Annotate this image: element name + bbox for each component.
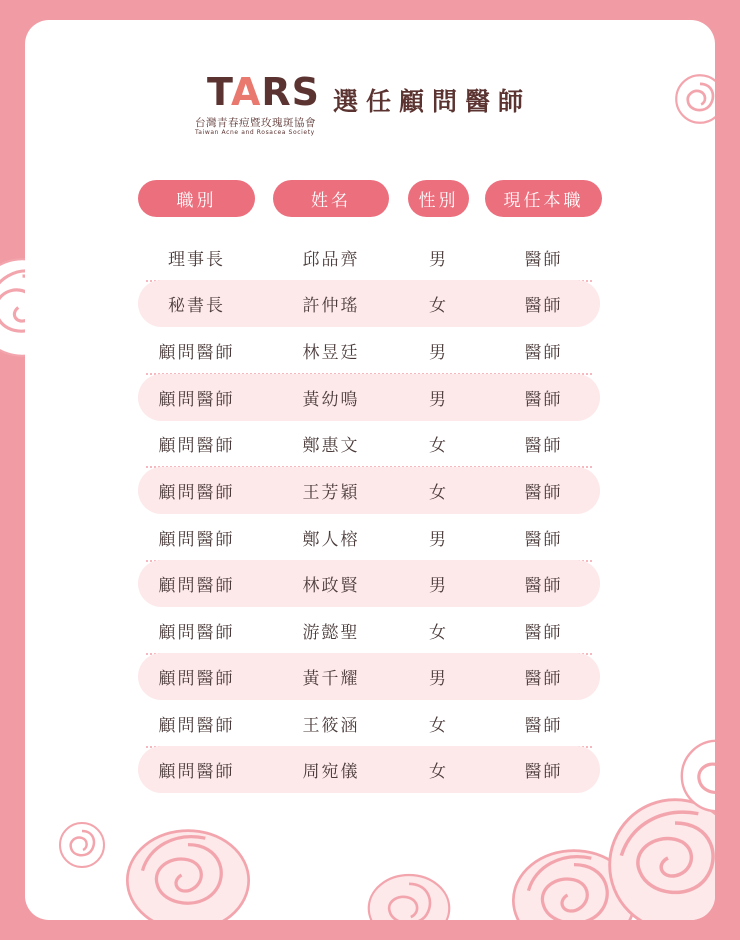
table-row [138,514,600,561]
cell-name: 王芳穎 [302,483,360,503]
table-row [138,560,600,607]
table-row [138,420,600,467]
cell-position: 秘書長 [168,296,225,316]
cell-occupation: 醫師 [524,250,563,270]
logo-chinese-name: 台灣青春痘暨玫瑰斑協會 [195,117,316,129]
cell-occupation: 醫師 [524,623,563,643]
cell-occupation: 醫師 [524,762,563,782]
table-row [138,327,600,374]
logo-mark: TARS [207,70,321,114]
cell-occupation: 醫師 [524,669,563,689]
table-row [138,607,600,654]
cell-name: 黃幼鳴 [302,390,360,410]
cell-position: 理事長 [168,250,225,270]
cell-position: 顧問醫師 [158,436,235,456]
cell-gender: 女 [429,483,448,503]
table-row [138,700,600,747]
cell-gender: 男 [429,669,448,689]
table-row [138,467,600,514]
cell-name: 游懿聖 [302,623,360,643]
cell-name: 周宛儀 [302,762,360,782]
cell-occupation: 醫師 [524,716,563,736]
cell-name: 林政賢 [302,576,360,596]
rose-decoration-top-right [673,72,715,126]
cell-occupation: 醫師 [524,483,563,503]
cell-occupation: 醫師 [524,576,563,596]
cell-name: 許仲瑤 [302,296,360,316]
page-title: 選任顧問醫師 [333,87,532,116]
cell-occupation: 醫師 [524,390,563,410]
cell-gender: 女 [429,436,448,456]
cell-position: 顧問醫師 [158,762,235,782]
logo-english-name: Taiwan Acne and Rosacea Society [195,129,315,136]
cell-gender: 男 [429,530,448,550]
cell-name: 邱品齊 [302,250,360,270]
cell-occupation: 醫師 [524,436,563,456]
cell-position: 顧問醫師 [158,576,235,596]
cell-position: 顧問醫師 [158,623,235,643]
cell-name: 王筱涵 [302,716,360,736]
content-card [25,20,715,920]
rose-decoration-bottom-left [123,820,253,920]
cell-name: 鄭惠文 [302,436,360,456]
cell-occupation: 醫師 [524,296,563,316]
table-header [25,180,715,218]
cell-gender: 女 [429,296,448,316]
cell-position: 顧問醫師 [158,530,235,550]
cell-gender: 女 [429,623,448,643]
cell-occupation: 醫師 [524,530,563,550]
cell-gender: 男 [429,250,448,270]
cell-gender: 女 [429,762,448,782]
table-row [138,374,600,421]
cell-position: 顧問醫師 [158,483,235,503]
cell-position: 顧問醫師 [158,390,235,410]
cell-name: 黃千耀 [302,669,360,689]
cell-gender: 男 [429,343,448,363]
header-name: 姓名 [273,180,389,217]
cell-gender: 男 [429,576,448,596]
header-gender: 性別 [408,180,469,217]
cell-name: 鄭人榕 [302,530,360,550]
header-position: 職別 [138,180,255,217]
cell-position: 顧問醫師 [158,669,235,689]
cell-name: 林昱廷 [302,343,360,363]
tars-logo [193,72,343,142]
table-row [138,234,600,281]
rose-decoration-right-mid [677,736,715,816]
cell-gender: 男 [429,390,448,410]
cell-position: 顧問醫師 [158,343,235,363]
cell-position: 顧問醫師 [158,716,235,736]
rose-decoration-bottom-center [363,868,455,920]
rose-decoration-bottom-left-small [57,820,107,870]
table-row [138,280,600,327]
cell-occupation: 醫師 [524,343,563,363]
header [193,72,613,142]
header-occupation: 現任本職 [485,180,602,217]
table-row [138,746,600,793]
table-row [138,653,600,700]
cell-gender: 女 [429,716,448,736]
